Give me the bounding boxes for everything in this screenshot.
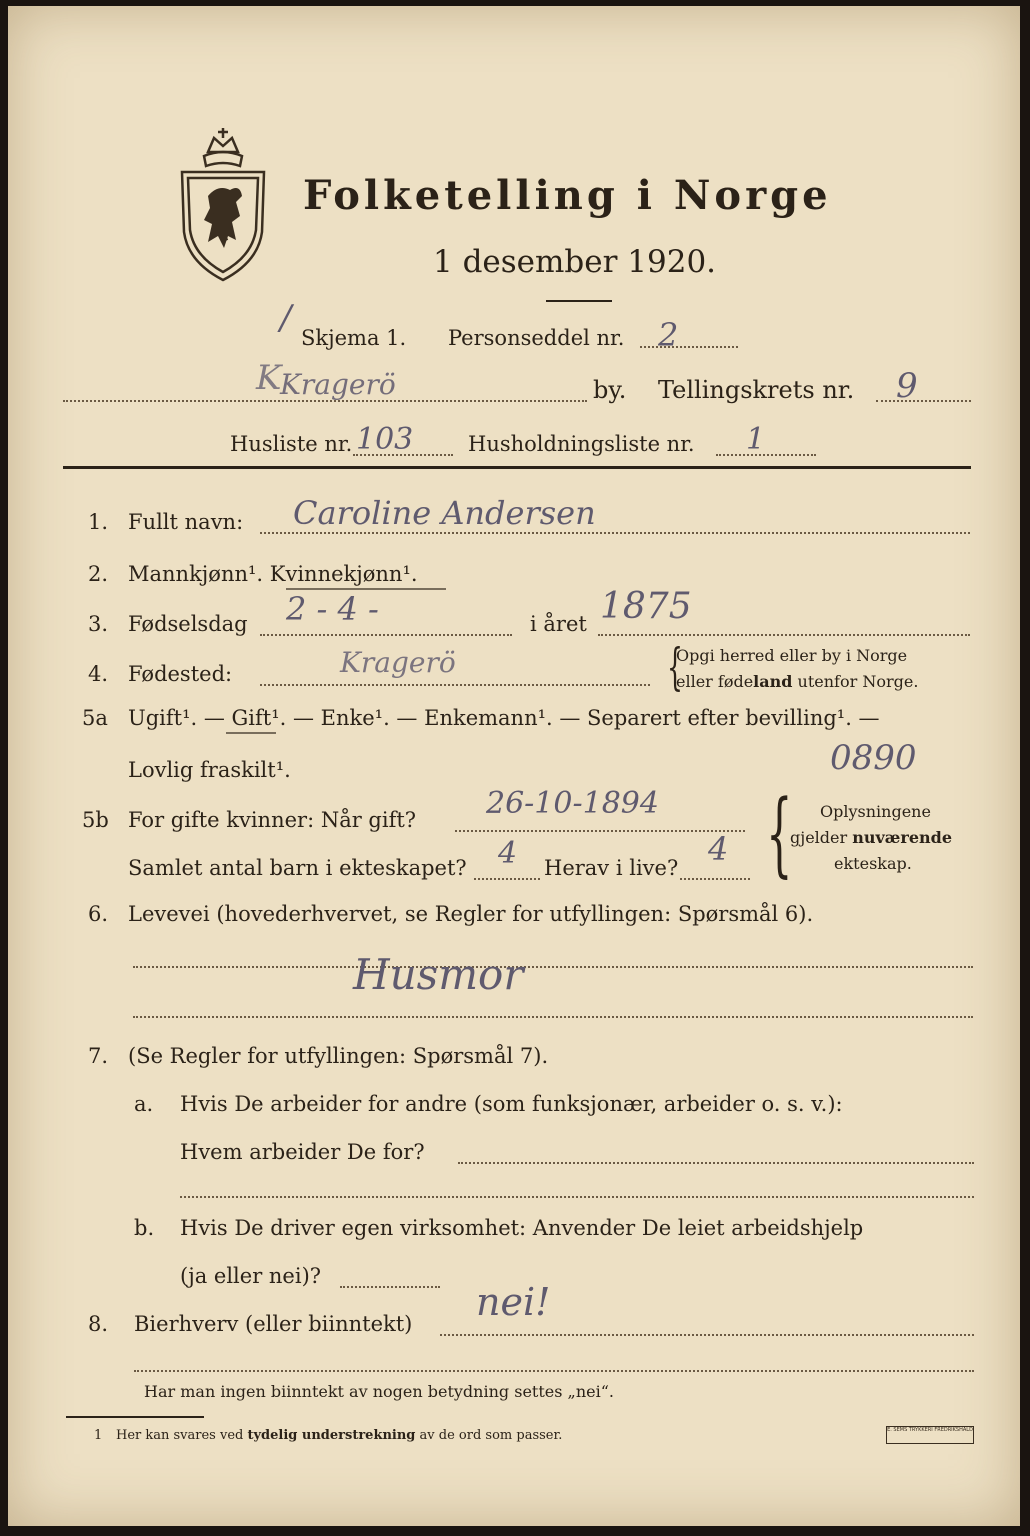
q5b-alive-label: Herav i live? — [544, 856, 679, 880]
q4-brace: { — [666, 638, 683, 696]
personseddel-value: 2 — [658, 316, 679, 354]
q1-line — [260, 532, 970, 534]
q5b-married-line — [455, 830, 745, 832]
q7a-number: a. — [134, 1092, 154, 1116]
q6-label: Levevei (hovederhvervet, se Regler for utfyllingen: Spørsmål 6). — [128, 902, 814, 926]
q1-value: Caroline Andersen — [293, 494, 596, 532]
q5b-alive-line — [680, 878, 750, 880]
q5b-number: 5b — [82, 808, 109, 832]
husliste-value: 103 — [356, 422, 414, 457]
footnote-rule — [66, 1416, 204, 1418]
q8-label: Bierhverv (eller biinntekt) — [134, 1312, 413, 1336]
q8-number: 8. — [88, 1312, 109, 1336]
q1-number: 1. — [88, 510, 109, 534]
tellingskrets-value: 9 — [896, 366, 918, 406]
q6-line2 — [133, 1016, 973, 1018]
husholdning-value: 1 — [746, 422, 766, 457]
q3-year-value: 1875 — [600, 586, 692, 627]
personseddel-line — [640, 346, 738, 348]
by-value: Kragerö — [280, 368, 396, 401]
title-divider — [546, 300, 612, 302]
q8-line1 — [440, 1334, 974, 1336]
q2-number: 2. — [88, 562, 109, 586]
q7b-label2: (ja eller nei)? — [180, 1264, 322, 1288]
q1-label: Fullt navn: — [128, 510, 244, 534]
q7-number: 7. — [88, 1044, 109, 1068]
q5a-number: 5a — [82, 706, 108, 730]
q5a-code: 0890 — [830, 738, 917, 778]
husliste-label: Husliste nr. — [230, 432, 353, 456]
q5a-label: Ugift¹. — Gift¹. — Enke¹. — Enkemann¹. — Separert efter bevilling¹. — — [128, 706, 880, 730]
q3-value: 2 - 4 - — [286, 590, 379, 628]
footer-note: Har man ingen biinntekt av nogen betydning settes „nei“. — [144, 1382, 614, 1401]
q4-note-line2: eller fødeland utenfor Norge. — [676, 672, 919, 691]
q5a-label2: Lovlig fraskilt¹. — [128, 758, 291, 782]
q4-value: Kragerö — [340, 646, 456, 679]
skjema-label: Skjema 1. — [301, 326, 407, 350]
q2-label: Mannkjønn¹. Kvinnekjønn¹. — [128, 562, 418, 586]
husholdning-line — [716, 454, 816, 456]
q5b-children-value: 4 — [498, 836, 518, 871]
tellingskrets-label: Tellingskrets nr. — [658, 376, 855, 404]
q5b-alive-value: 4 — [708, 830, 729, 868]
q5b-children-label: Samlet antal barn i ekteskapet? — [128, 856, 467, 880]
q5b-note-line1: Oplysningene — [820, 802, 931, 821]
q3-number: 3. — [88, 612, 109, 636]
census-form-page — [8, 6, 1020, 1526]
pencil-k-mark: K — [256, 358, 282, 398]
q3-label: Fødselsdag — [128, 612, 248, 636]
q7a-label: Hvis De arbeider for andre (som funksjonær, arbeider o. s. v.): — [180, 1092, 843, 1116]
q7b-label: Hvis De driver egen virksomhet: Anvender De leiet arbeidshjelp — [180, 1216, 864, 1240]
pencil-slash-mark: / — [280, 298, 292, 338]
q5b-married-value: 26-10-1894 — [486, 786, 659, 821]
q4-label: Fødested: — [128, 662, 233, 686]
q7a-label2: Hvem arbeider De for? — [180, 1140, 425, 1164]
q4-note-line1: Opgi herred eller by i Norge — [676, 646, 908, 665]
q3-year-label: i året — [530, 612, 587, 636]
census-date: 1 desember 1920. — [433, 244, 717, 280]
q3-line — [260, 634, 512, 636]
q5b-label: For gifte kvinner: Når gift? — [128, 808, 417, 832]
q5b-note-line3: ekteskap. — [834, 854, 912, 873]
coat-of-arms-icon — [178, 124, 268, 284]
q6-number: 6. — [88, 902, 109, 926]
q7b-line — [340, 1286, 440, 1288]
q6-value: Husmor — [353, 950, 524, 999]
q7a-line1 — [458, 1162, 974, 1164]
form-title: Folketelling i Norge — [303, 172, 832, 219]
printer-stamp: E. SEMS TRYKKERI FREDRIKSHALD — [886, 1426, 974, 1444]
q5b-children-line — [474, 878, 540, 880]
q7b-number: b. — [134, 1216, 155, 1240]
footnote-text: Her kan svares ved tydelig understrekning av de ord som passer. — [116, 1428, 563, 1443]
husholdning-label: Husholdningsliste nr. — [468, 432, 695, 456]
q8-value: nei! — [476, 1280, 551, 1324]
tellingskrets-line — [876, 400, 971, 402]
q5b-note-line2: gjelder nuværende — [790, 828, 953, 847]
by-label: by. — [593, 376, 627, 404]
q3-year-line — [598, 634, 970, 636]
footnote-number: 1 — [94, 1428, 103, 1443]
header-rule — [63, 466, 971, 469]
q4-number: 4. — [88, 662, 109, 686]
q5b-brace: { — [766, 780, 793, 887]
personseddel-label: Personseddel nr. — [448, 326, 625, 350]
q6-line1 — [133, 966, 973, 968]
q4-line — [260, 684, 650, 686]
q7-label: (Se Regler for utfyllingen: Spørsmål 7). — [128, 1044, 549, 1068]
q8-line2 — [134, 1370, 974, 1372]
q5a-underline — [226, 732, 276, 734]
q7a-line2 — [180, 1196, 974, 1198]
